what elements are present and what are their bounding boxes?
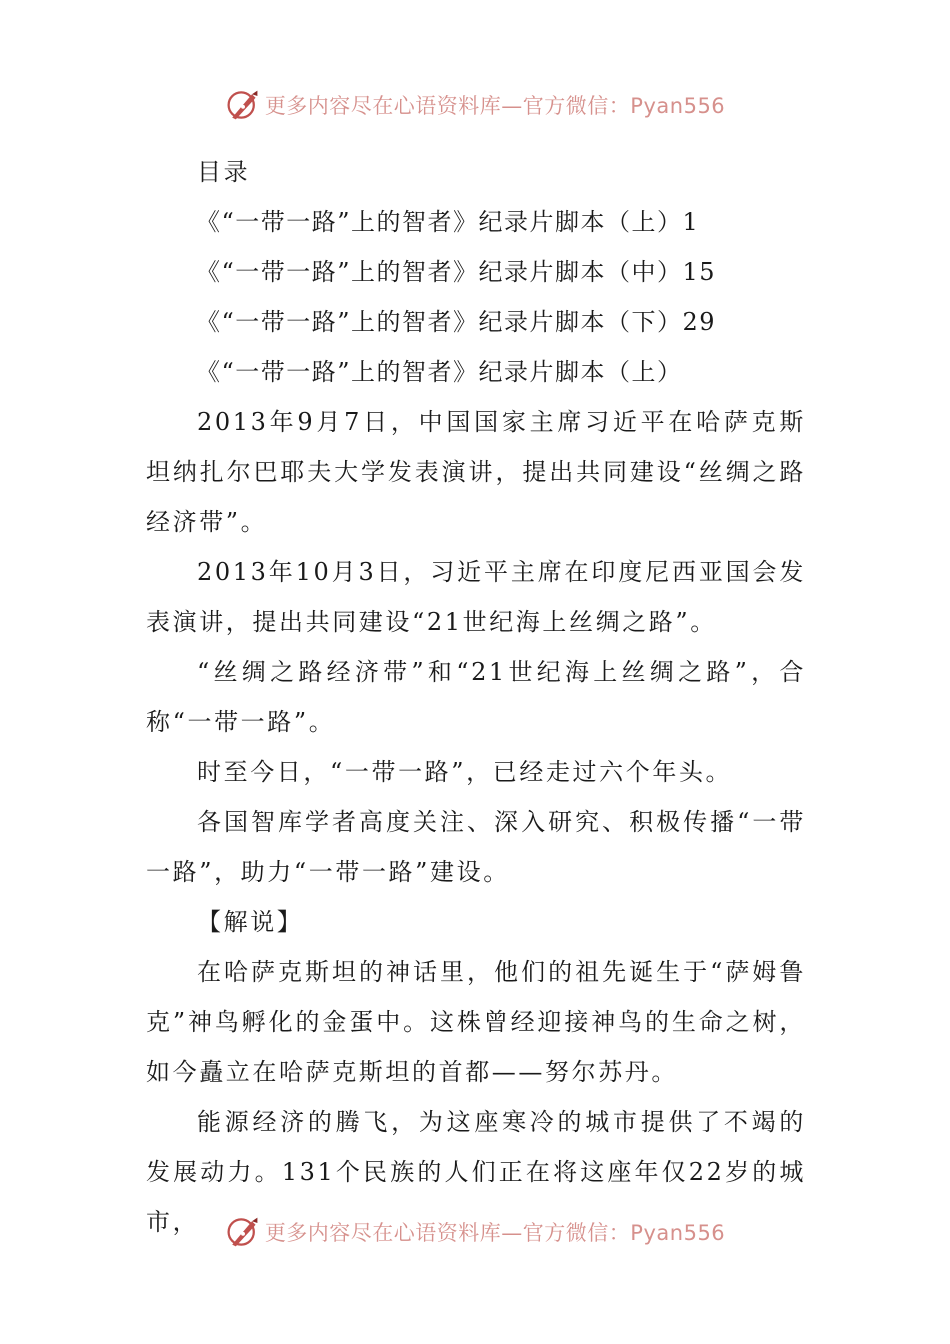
- section-label: 【解说】: [197, 908, 304, 936]
- paragraph: 2013年9月7日，中国国家主席习近平在哈萨克斯坦纳扎尔巴耶夫大学发表演讲，提出共同建设“丝绸之路经济带”。: [146, 408, 806, 536]
- toc-item[interactable]: 《“一带一路”上的智者》纪录片脚本（中）15: [196, 258, 717, 286]
- watermark-header: [0, 85, 950, 125]
- pen-nib-logo-icon: [225, 87, 261, 123]
- paragraph: 各国智库学者高度关注、深入研究、积极传播“一带一路”，助力“一带一路”建设。: [146, 808, 806, 886]
- paragraph: “丝绸之路经济带”和“21世纪海上丝绸之路”，合称“一带一路”。: [146, 658, 806, 736]
- toc-item[interactable]: 《“一带一路”上的智者》纪录片脚本（上）1: [196, 208, 700, 236]
- watermark-footer: [0, 1212, 950, 1252]
- paragraph: 在哈萨克斯坦的神话里，他们的祖先诞生于“萨姆鲁克”神鸟孵化的金蛋中。这株曾经迎接神鸟的生命之树，如今矗立在哈萨克斯坦的首都——努尔苏丹。: [146, 958, 806, 1086]
- paragraph: 2013年10月3日，习近平主席在印度尼西亚国会发表演讲，提出共同建设“21世纪海上丝绸之路”。: [146, 558, 806, 636]
- watermark-text: 更多内容尽在心语资料库—官方微信：Pyan556: [264, 1221, 726, 1245]
- pen-nib-logo-icon: [225, 1214, 261, 1250]
- paragraph: 能源经济的腾飞，为这座寒冷的城市提供了不竭的发展动力。131个民族的人们正在将这座年仅22岁的城市，: [146, 1108, 806, 1236]
- toc-item[interactable]: 《“一带一路”上的智者》纪录片脚本（下）29: [196, 308, 717, 336]
- watermark-text: 更多内容尽在心语资料库—官方微信：Pyan556: [264, 94, 726, 118]
- document-title: 《“一带一路”上的智者》纪录片脚本（上）: [196, 358, 683, 386]
- document-body: [146, 147, 806, 1247]
- toc-heading: 目录: [197, 158, 251, 186]
- paragraph: 时至今日，“一带一路”，已经走过六个年头。: [197, 758, 733, 786]
